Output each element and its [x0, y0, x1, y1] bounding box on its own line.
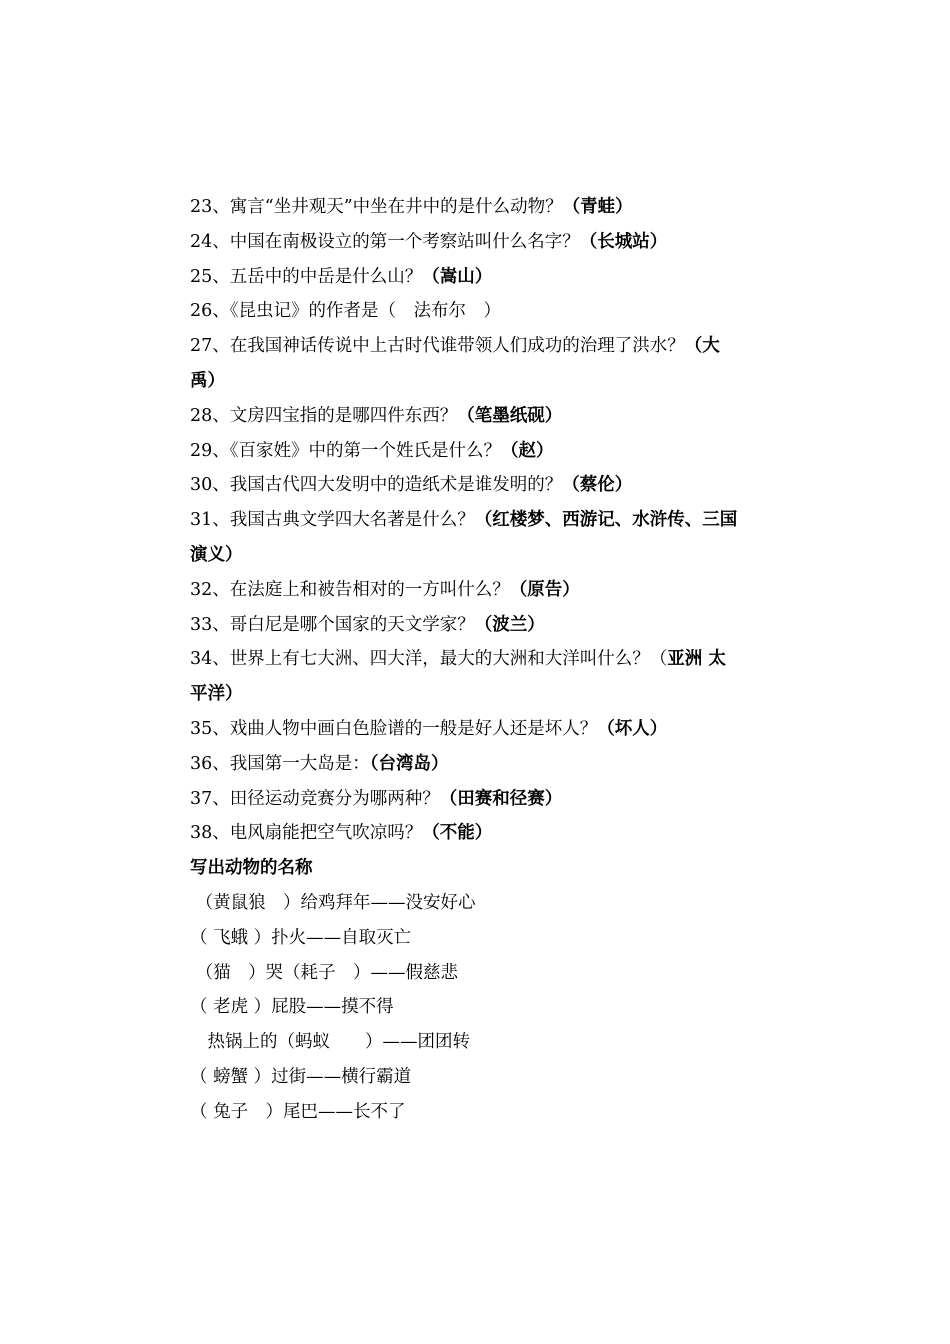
answer: （坏人） [597, 718, 668, 739]
answer: （原告） [509, 579, 580, 600]
question-33: 33、哥白尼是哪个国家的天文学家？（波兰） [190, 614, 545, 635]
question-37: 37、田径运动竞赛分为哪两种？（田赛和径赛） [190, 788, 563, 809]
question-26: 26、《昆虫记》的作者是（ 法布尔 ） [190, 301, 502, 322]
question-32: 32、在法庭上和被告相对的一方叫什么？（原告） [190, 579, 580, 600]
answer: 亚洲 太 [667, 649, 726, 670]
question-35: 35、戏曲人物中画白色脸谱的一般是好人还是坏人？（坏人） [190, 718, 668, 739]
question-24: 24、中国在南极设立的第一个考察站叫什么名字？（长城站） [190, 231, 668, 252]
answer: （大 [684, 336, 720, 357]
animal-idiom: 热锅上的（蚂蚁 ）——团团转 [190, 1032, 470, 1053]
answer: （长城站） [579, 231, 668, 252]
answer: 平洋） [190, 684, 243, 705]
answer: （笔墨纸砚） [457, 405, 563, 426]
document-content [190, 190, 760, 1130]
animal-idiom: （ 兔子 ）尾巴——长不了 [190, 1101, 406, 1122]
question-31: 31、我国古典文学四大名著是什么？（红楼梦、西游记、水浒传、三国 [190, 510, 738, 531]
animal-idiom: （黄鼠狼 ）给鸡拜年——没安好心 [190, 892, 476, 913]
question-23: 23、寓言“坐井观天”中坐在井中的是什么动物？（青蛙） [190, 197, 633, 217]
answer: （赵） [501, 440, 554, 461]
animal-idiom: （ 老虎 ）屁股——摸不得 [190, 997, 394, 1018]
question-25: 25、五岳中的中岳是什么山？（嵩山） [190, 266, 493, 287]
answer: （红楼梦、西游记、水浒传、三国 [474, 510, 738, 531]
question-30: 30、我国古代四大发明中的造纸术是谁发明的？（蔡伦） [190, 475, 633, 496]
animal-idiom: （ 飞蛾 ）扑火——自取灭亡 [190, 927, 412, 948]
section-title: 写出动物的名称 [190, 858, 313, 879]
answer: （蔡伦） [562, 475, 633, 496]
question-27-continued [190, 364, 760, 399]
question-31-continued [190, 538, 760, 573]
animal-idiom: （猫 ）哭（耗子 ）——假慈悲 [190, 962, 459, 983]
question-28: 28、文房四宝指的是哪四件东西？（笔墨纸砚） [190, 405, 563, 426]
animal-idiom: （ 螃蟹 ）过街——横行霸道 [190, 1066, 412, 1087]
answer: （青蛙） [562, 197, 633, 217]
question-27: 27、在我国神话传说中上古时代谁带领人们成功的治理了洪水？（大 [190, 336, 720, 357]
answer: 演义） [190, 544, 243, 565]
question-34-continued [190, 677, 760, 712]
question-34: 34、世界上有七大洲、四大洋，最大的大洲和大洋叫什么？（亚洲 太 [190, 649, 726, 670]
answer: （波兰） [474, 614, 545, 635]
answer: （台湾岛） [369, 753, 449, 774]
question-38: 38、电风扇能把空气吹凉吗？（不能） [190, 823, 493, 844]
question-29: 29、《百家姓》中的第一个姓氏是什么？（赵） [190, 440, 554, 461]
answer: （田赛和径赛） [439, 788, 563, 809]
answer: （不能） [422, 823, 493, 844]
answer: （嵩山） [422, 266, 493, 287]
answer: 禹） [190, 370, 225, 391]
question-36: 36、我国第一大岛是：（台湾岛） [190, 753, 449, 774]
